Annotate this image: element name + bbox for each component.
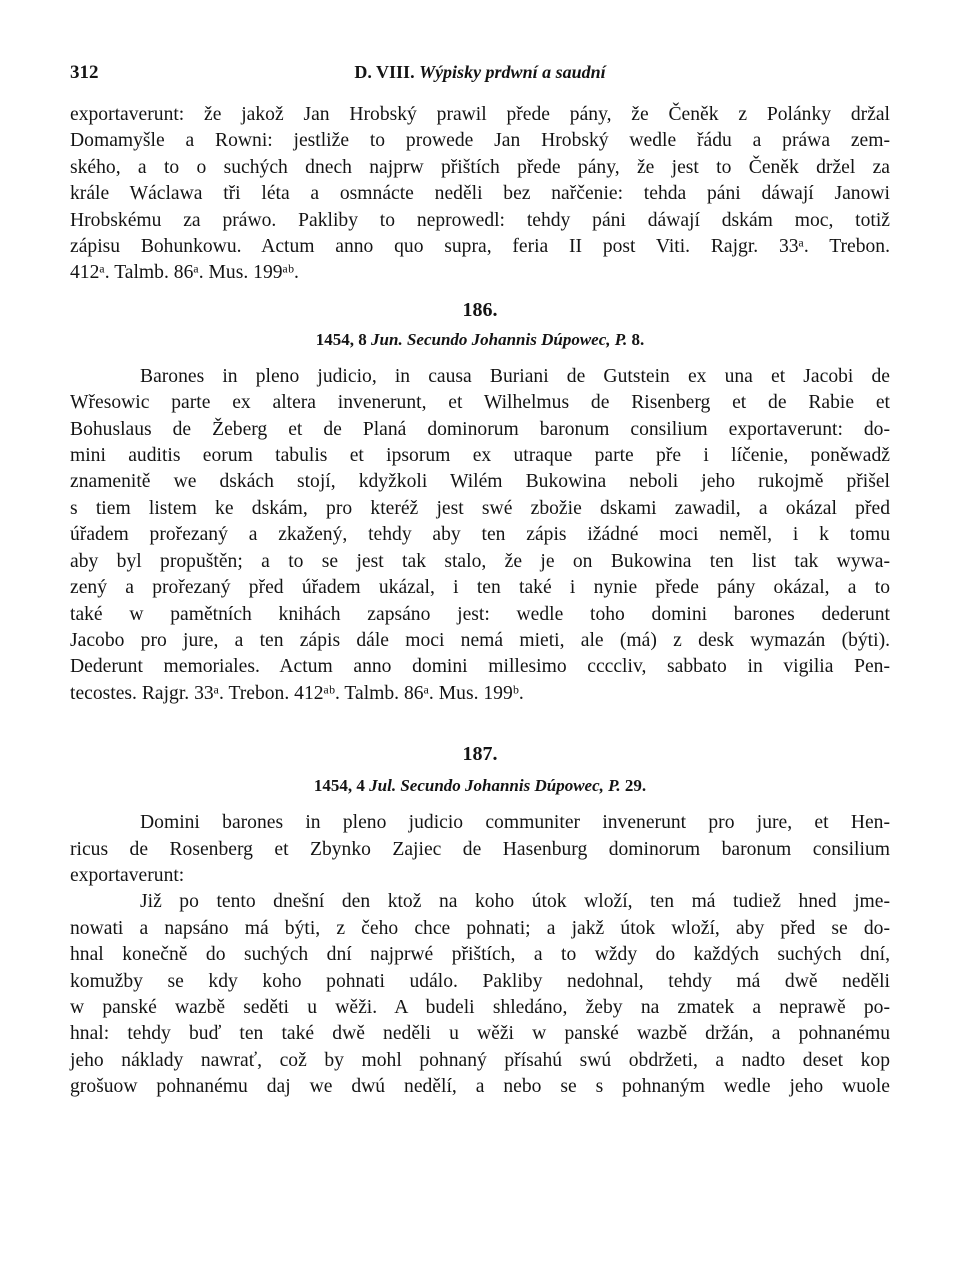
text-line: exportaverunt: že jakož Jan Hrobský prawil přede pány, že Čeněk z Polánky držal: [70, 104, 890, 125]
intro-paragraph: [70, 102, 890, 287]
text-line: jeho náklady nawrať, což by mohl pohnaný přísahú swú obdržeti, a nadto deset kop: [70, 1049, 890, 1071]
date-prefix: 1454, 8: [315, 329, 367, 349]
text-line: Jacobo pro jure, a ten zápis dále moci nemá mieti, ale (má) z desk wymazán (býti).: [70, 629, 890, 651]
text-line: Dederunt memoriales. Actum anno domini millesimo ccccliv, sabbato in vigilia Pen-: [70, 656, 890, 678]
entry-number-187: 187.: [462, 743, 498, 766]
text-line: Domamyšle a Rowni: jestliže to prowede Jan Hrobský wedle řádu a práwa zem-: [70, 130, 890, 152]
text-line: grošuow pohnanému daj we dwú nedělí, a nebo se s pohnaným wedle jeho wuole: [70, 1076, 890, 1098]
entry-text-187-body: [70, 889, 890, 1100]
text-line: tecostes. Rajgr. 33ᵃ. Trebon. 412ᵃᵇ. Talmb. 86ᵃ. Mus. 199ᵇ.: [70, 682, 524, 704]
entry-date-186: [70, 330, 890, 350]
text-line: ricus de Rosenberg et Zbynko Zajiec de Hasenburg dominorum baronum consilium: [70, 838, 890, 860]
text-line: úřadem prořezaný a zkažený, tehdy aby ten zápis ižádné moci neměl, i k tomu: [70, 524, 890, 546]
page-number: 312: [70, 62, 99, 83]
entry-text-187-intro: [70, 810, 890, 889]
running-title: [70, 62, 890, 83]
text-line: Hrobskému za práwo. Pakliby to neprowedl: tehdy páni dáwají dskám moc, totiž: [70, 209, 890, 231]
text-line: Bohuslaus de Žeberg et de Planá dominorum baronum consilium exportaverunt: do-: [70, 418, 890, 440]
text-line: Wřesowic parte ex altera invenerunt, et Wilhelmus de Risenberg et de Rabie et: [70, 392, 890, 414]
text-line: s tiem listem ke dskám, pro kteréž jest swé zbožie dskami zawadil, a okázal před: [70, 497, 890, 519]
text-line: aby byl propuštěn; a to se jest tak stalo, že je on Bukowina ten list tak wywa-: [70, 550, 890, 572]
date-suffix: 29.: [624, 776, 647, 796]
running-header: [70, 58, 890, 88]
date-italic: Jun. Secundo Johannis Dúpowec, P.: [371, 329, 628, 349]
text-line: exportaverunt:: [70, 864, 185, 886]
text-line: zený a prořezaný před úřadem ukázal, i ten také i nynie přede pány okázal, a to: [70, 577, 890, 599]
text-line: také w pamětních knihách zapsáno jest: wedle toho domini barones dederunt: [70, 603, 890, 625]
text-line: hnal konečně do suchých dní najprwé přištích, a to wždy do každých suchých dní,: [70, 944, 890, 966]
text-line: ského, a to o suchých dnech najprw přištích přede pány, že jest to Čeněk držel za: [70, 156, 890, 178]
running-title-section: D. VIII.: [354, 62, 415, 82]
date-suffix: 8.: [631, 329, 645, 349]
date-prefix: 1454, 4: [313, 776, 365, 796]
entry-text-186: [70, 364, 890, 707]
text-line: hnal: tehdy buď ten také dwě neděli u wěži w panské wazbě držán, a pohnanému: [70, 1023, 890, 1045]
text-line: Již po tento dnešní den ktož na koho útok wloží, ten má tudiež hned jme-: [140, 891, 890, 913]
book-page: [70, 58, 890, 1101]
entry-date-187: [70, 776, 890, 796]
text-line: krále Wáclawa tři léta a osmnácte neděli bez nařčenie: tehda páni dáwají Janowi: [70, 183, 890, 205]
text-line: nowati a napsáno má býti, z čeho chce pohnati; a jakž útok wloží, aby před se do-: [70, 917, 890, 939]
text-line: Barones in pleno judicio, in causa Buriani de Gutstein ex una et Jacobi de: [140, 365, 890, 387]
running-title-italic: Wýpisky prdwní a saudní: [419, 62, 606, 82]
text-line: w panské wazbě seděti u wěži. A budeli shledáno, žeby na zmatek a neprawě po-: [70, 996, 890, 1018]
text-line: 412ᵃ. Talmb. 86ᵃ. Mus. 199ᵃᵇ.: [70, 262, 299, 284]
text-line: Domini barones in pleno judicio communiter invenerunt pro jure, et Hen-: [140, 812, 890, 834]
text-line: komužby se kdy koho pohnati událo. Pakliby nedohnal, tehdy má dwě neděli: [70, 970, 890, 992]
entry-number-186: 186.: [462, 298, 498, 321]
text-line: mini auditis eorum tabulis et ipsorum ex utraque parte pře i líčenie, poněwadž: [70, 445, 890, 467]
date-italic: Jul. Secundo Johannis Dúpowec, P.: [369, 776, 621, 796]
text-line: znamenitě we dskách stojí, kdyžkoli Wilém Bukowina neboli jeho rukojmě přišel: [70, 471, 890, 493]
text-line: zápisu Bohunkowu. Actum anno quo supra, feria II post Viti. Rajgr. 33ᵃ. Trebon.: [70, 236, 890, 258]
